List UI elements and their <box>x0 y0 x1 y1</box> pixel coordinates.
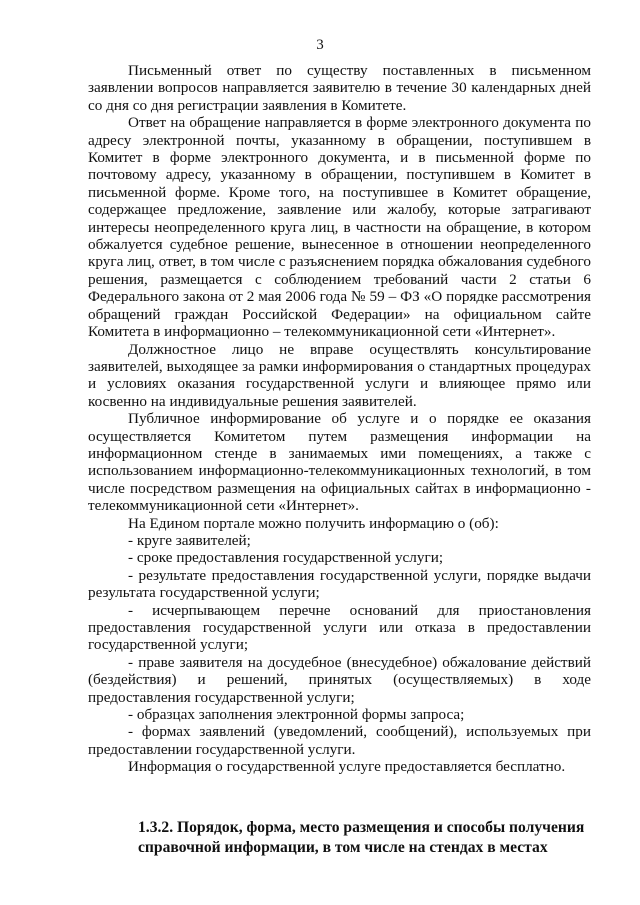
paragraph-public-informing: Публичное информирование об услуге и о порядке ее оказания осуществляется Комитетом путем размещения информации на информационном стенде в занимаемых ими помещениях, а также с использованием информационно-телекоммуникационных технологий, в том числе посредством размещения на официальных сайтах в информационно - телекоммуникационной сети «Интернет». <box>88 410 591 515</box>
list-item-term: - сроке предоставления государственной услуги; <box>128 549 444 567</box>
section-heading-line-1: 1.3.2. Порядок, форма, место размещения и способы получения <box>138 819 585 836</box>
list-item-result: - результате предоставления государственной услуги, порядке выдачи результата государственной услуги; <box>88 566 591 602</box>
list-item-form-samples: - образцах заполнения электронной формы запроса; <box>128 706 465 724</box>
paragraph-official-limits: Должностное лицо не вправе осуществлять консультирование заявителей, выходящее за рамки информирования о стандартных процедурах и условиях оказания государственной услуги и влияющее прямо или косвенно на индивидуальные решения заявителей. <box>88 340 591 410</box>
section-heading <box>138 818 598 857</box>
page-number: 3 <box>316 37 324 53</box>
paragraph-response-form: Ответ на обращение направляется в форме электронного документа по адресу электронной почты, указанному в обращении, поступившем в Комитет в форме электронного документа, и в письменной форме по почтовому адресу, указанному в обращении, поступившем в Комитет в письменной форме. Кроме того, на поступившее в Комитет обращение, содержащее предложение, заявление или жалобу, которые затрагивают интересы неопределенного круга лиц, в частности на обращение, в котором обжалуется судебное решение, вынесенное в отношении неопределенного круга лиц, ответ, в том числе с разъяснением порядка обжалования судебного решения, размещается с соблюдением требований части 2 статьи 6 Федерального закона от 2 мая 2006 года № 59 – ФЗ «О порядке рассмотрения обращений граждан Российской Федерации» на официальном сайте Комитета в информационно – телекоммуникационной сети «Интернет». <box>88 114 591 341</box>
section-heading-line-2: справочной информации, в том числе на стендах в местах <box>138 838 548 856</box>
paragraph-portal-intro: На Едином портале можно получить информацию о (об): <box>128 514 499 532</box>
list-item-applicants: - круге заявителей; <box>128 531 251 549</box>
list-item-application-forms: - формах заявлений (уведомлений, сообщений), используемых при предоставлении государственной услуги. <box>88 723 591 758</box>
list-item-appeal-right: - праве заявителя на досудебное (внесудебное) обжалование действий (бездействия) и решений, принятых (осуществляемых) в ходе предоставления государственной услуги; <box>88 653 591 706</box>
paragraph-response-deadline: Письменный ответ по существу поставленных в письменном заявлении вопросов направляется заявителю в течение 30 календарных дней со дня со дня регистрации заявления в Комитете. <box>88 62 591 114</box>
document-body <box>88 62 591 776</box>
list-item-grounds: - исчерпывающем перечне оснований для приостановления предоставления государственной услуги или отказа в предоставлении государственной услуги; <box>88 601 591 654</box>
paragraph-free-of-charge: Информация о государственной услуге предоставляется бесплатно. <box>128 758 566 776</box>
